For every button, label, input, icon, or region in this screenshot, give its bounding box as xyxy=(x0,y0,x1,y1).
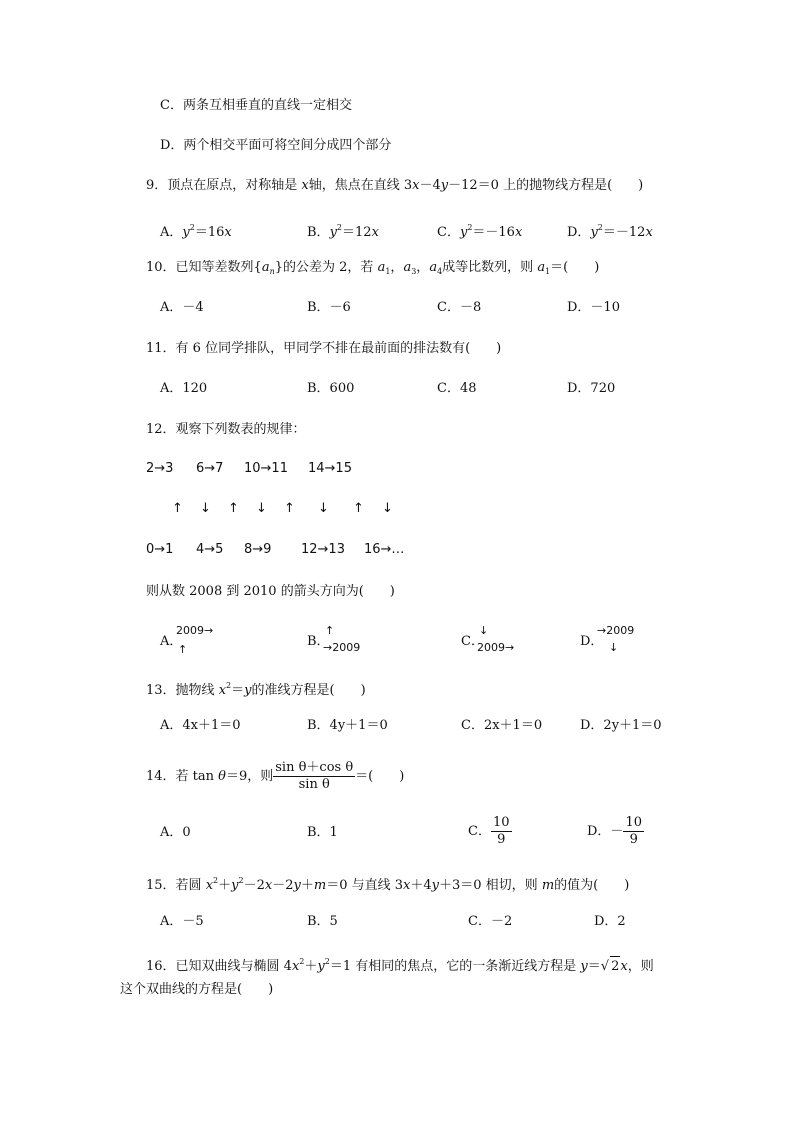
q12-row1-item: 10→11 xyxy=(244,461,288,476)
option-bottom: →2009 xyxy=(323,641,361,654)
q10-stem-text: ， xyxy=(416,260,430,275)
q10-option-b: B．－6 xyxy=(307,300,351,315)
q12-row2-arrow: ↓ xyxy=(382,501,393,516)
option-label: C． xyxy=(468,824,491,839)
q15-stem-text: ＋ xyxy=(218,878,232,893)
option-label: A． xyxy=(160,225,183,240)
option-label: A． xyxy=(160,634,183,649)
q12-row1-item: 2→3 xyxy=(146,461,174,476)
q14-stem-text: ＝( ) xyxy=(355,769,405,784)
q12-followup: 则从数 2008 到 2010 的箭头方向为( ) xyxy=(146,584,395,599)
q13-stem-text: 13．抛物线 xyxy=(146,683,219,698)
q16-stem-text: ＝1 有相同的焦点，它的一条渐近线方程是 xyxy=(329,959,581,974)
q14-stem-text: 14．若 tan xyxy=(146,769,219,784)
q14-option-a: A．0 xyxy=(160,825,191,840)
q12-row3-item: 8→9 xyxy=(244,542,272,557)
q12-row3-item: 4→5 xyxy=(196,542,224,557)
q14-numerator: sin θ＋cos θ xyxy=(275,760,354,775)
q11-option-d: D．720 xyxy=(567,381,616,396)
q9-option-c: C．$y^2=-16x$ xyxy=(437,223,523,240)
option-top: ↓ xyxy=(479,624,489,637)
q9-stem-text: 轴，焦点在直线 3 xyxy=(308,178,413,193)
q12-row1-item: 6→7 xyxy=(196,461,224,476)
q16-stem-line2: 这个双曲线的方程是( ) xyxy=(120,982,274,997)
option-fraction xyxy=(623,815,644,848)
q16-stem-text: ，则 xyxy=(627,959,654,974)
q15-option-b: B．5 xyxy=(307,914,338,929)
option-bottom: 2009→ xyxy=(477,641,515,654)
q13-stem: 13．抛物线 $x^2=y$的准线方程是( ) xyxy=(146,681,366,698)
q14-denominator: sin θ xyxy=(298,777,330,792)
q16-stem-text: ＝ xyxy=(587,959,601,974)
option-label: D．－ xyxy=(587,824,624,839)
q9-stem-text: －12＝0 上的抛物线方程是( ) xyxy=(448,178,644,193)
option-bottom: ↑ xyxy=(178,643,188,656)
q14-stem-text: ＝9，则 xyxy=(225,769,274,784)
numerator: 10 xyxy=(492,815,510,830)
q9-stem xyxy=(146,176,643,196)
q12-row3-item: 12→13 xyxy=(301,542,345,557)
q11-option-c: C．48 xyxy=(437,381,477,396)
option-top: 2009→ xyxy=(176,624,214,637)
q12-row2-arrow: ↑ xyxy=(284,501,295,516)
q8-option-c: C．两条互相垂直的直线一定相交 xyxy=(160,98,352,113)
option-var: x xyxy=(371,225,379,240)
q14-option-d xyxy=(587,815,644,849)
q16-stem-line1: 16．已知双曲线与椭圆 $4x^2+y^2=1$ 有相同的焦点，它的一条渐近线方程是 y＝√ 2x，则 xyxy=(146,952,654,977)
q16-stem-text: ＋ xyxy=(304,959,318,974)
q12-row3-item: 16→… xyxy=(364,542,405,557)
q10-var: a xyxy=(429,260,438,275)
q10-var: a xyxy=(403,260,412,275)
q13-stem-text: 的准线方程是( ) xyxy=(251,683,366,698)
q16-sqrt-radicand: 2 xyxy=(610,956,620,977)
q10-stem-text: 10．已知等差数列{ xyxy=(146,260,262,275)
q15-stem-text: －2 xyxy=(243,878,265,893)
option-var: x xyxy=(645,225,653,240)
q10-option-a: A．－4 xyxy=(160,300,204,315)
option-label: C． xyxy=(437,225,460,240)
q15-stem-text: 15．若圆 xyxy=(146,878,206,893)
q15-stem-text: ＋3＝0 相切，则 xyxy=(439,878,542,893)
denominator: 9 xyxy=(497,832,506,847)
q15-stem: 15．若圆 $x^2+y^2-2x-2y+m=0$ 与直线 3x＋4y＋3＝0 相切，则 m的值为( ) xyxy=(146,876,630,893)
option-var: x xyxy=(514,225,523,240)
q10-stem-text: 成等比数列，则 xyxy=(442,260,538,275)
option-bottom: ↓ xyxy=(609,641,619,654)
option-label: B． xyxy=(307,634,330,649)
option-fraction xyxy=(491,815,512,848)
q15-stem-text: ＋ xyxy=(300,878,314,893)
q10-stem-text: ＝( ) xyxy=(550,260,600,275)
q12-row2-arrow: ↓ xyxy=(200,501,211,516)
q14-var-theta: θ xyxy=(218,769,226,784)
q12-row2-arrow: ↑ xyxy=(172,501,183,516)
q12-row2-arrow: ↑ xyxy=(228,501,239,516)
numerator: 10 xyxy=(625,815,642,830)
q10-var: a xyxy=(261,260,270,275)
q9-option-b: B．$y^2=12x$ xyxy=(307,223,379,240)
q10-stem-text: ， xyxy=(390,260,404,275)
q9-var: x xyxy=(412,178,420,193)
q9-var-x: x xyxy=(301,178,309,193)
sqrt-icon: √ xyxy=(600,959,610,974)
q9-stem-text: 9．顶点在原点，对称轴是 xyxy=(146,178,302,193)
option-var: y xyxy=(329,225,337,240)
option-text: ＝－12 xyxy=(602,225,646,240)
q11-stem: 11．有 6 位同学排队，甲同学不排在最前面的排法数有( ) xyxy=(146,341,502,356)
q13-option-d: D．2y＋1＝0 xyxy=(580,718,662,733)
q9-stem-text: －4 xyxy=(419,178,441,193)
option-label: B． xyxy=(307,225,330,240)
q12-row2-arrow: ↓ xyxy=(318,501,329,516)
q13-var: x xyxy=(218,683,227,698)
option-text: ＝12 xyxy=(342,225,372,240)
q13-option-c: C．2x＋1＝0 xyxy=(461,718,543,733)
q15-option-d: D．2 xyxy=(594,914,626,929)
option-top: →2009 xyxy=(597,624,635,637)
q12-row1-item: 14→15 xyxy=(308,461,352,476)
q9-option-d: D．$y^2=-12x$ xyxy=(567,223,653,240)
q11-option-b: B．600 xyxy=(307,381,355,396)
q8-option-d: D．两个相交平面可将空间分成四个部分 xyxy=(160,138,392,153)
q15-stem-text: －2 xyxy=(272,878,294,893)
q13-option-a: A．4x＋1＝0 xyxy=(160,718,241,733)
q11-option-a: A．120 xyxy=(160,381,208,396)
q14-stem xyxy=(146,760,404,794)
q13-option-b: B．4y＋1＝0 xyxy=(307,718,388,733)
q15-option-c: C．－2 xyxy=(468,914,513,929)
option-label: D． xyxy=(580,634,604,649)
q10-option-d: D．－10 xyxy=(567,300,620,315)
q10-stem: 10．已知等差数列$\{a_n\}$的公差为 2，若 $a_1$，$a_3$，$a_4$成等比数列，则 $a_1=$( ) xyxy=(146,260,600,276)
q15-option-a: A．－5 xyxy=(160,914,204,929)
q15-stem-text: ＋4 xyxy=(410,878,432,893)
q12-stem: 12．观察下列数表的规律： xyxy=(146,422,306,437)
q15-stem-text: ＝0 与直线 3 xyxy=(326,878,404,893)
q9-var: y xyxy=(440,178,449,193)
option-text: ＝－16 xyxy=(472,225,515,240)
option-top: ↑ xyxy=(325,624,335,637)
option-var: y xyxy=(590,225,598,240)
option-var: x xyxy=(224,225,232,240)
option-label: C． xyxy=(461,634,484,649)
q10-var: a xyxy=(537,260,546,275)
q9-option-a: A．$y^2=16x$ xyxy=(160,223,232,240)
q10-var: a xyxy=(377,260,386,275)
q13-stem-text: ＝ xyxy=(231,683,245,698)
option-label: D． xyxy=(567,225,591,240)
q14-fraction xyxy=(273,760,355,793)
q12-row3-item: 0→1 xyxy=(146,542,174,557)
q10-stem-text: }的公差为 2，若 xyxy=(274,260,378,275)
denominator: 9 xyxy=(629,832,638,847)
q10-option-c: C．－8 xyxy=(437,300,482,315)
option-text: ＝16 xyxy=(194,225,225,240)
q15-stem-text: 的值为( ) xyxy=(554,878,630,893)
q12-row2-arrow: ↑ xyxy=(353,501,364,516)
option-var: y xyxy=(459,225,468,240)
q14-option-b: B．1 xyxy=(307,825,338,840)
q13-var: y xyxy=(244,683,252,698)
q16-stem-text: 16．已知双曲线与椭圆 4 xyxy=(146,959,292,974)
option-var: y xyxy=(182,225,190,240)
q14-option-c xyxy=(468,815,512,849)
q12-row2-arrow: ↓ xyxy=(256,501,267,516)
